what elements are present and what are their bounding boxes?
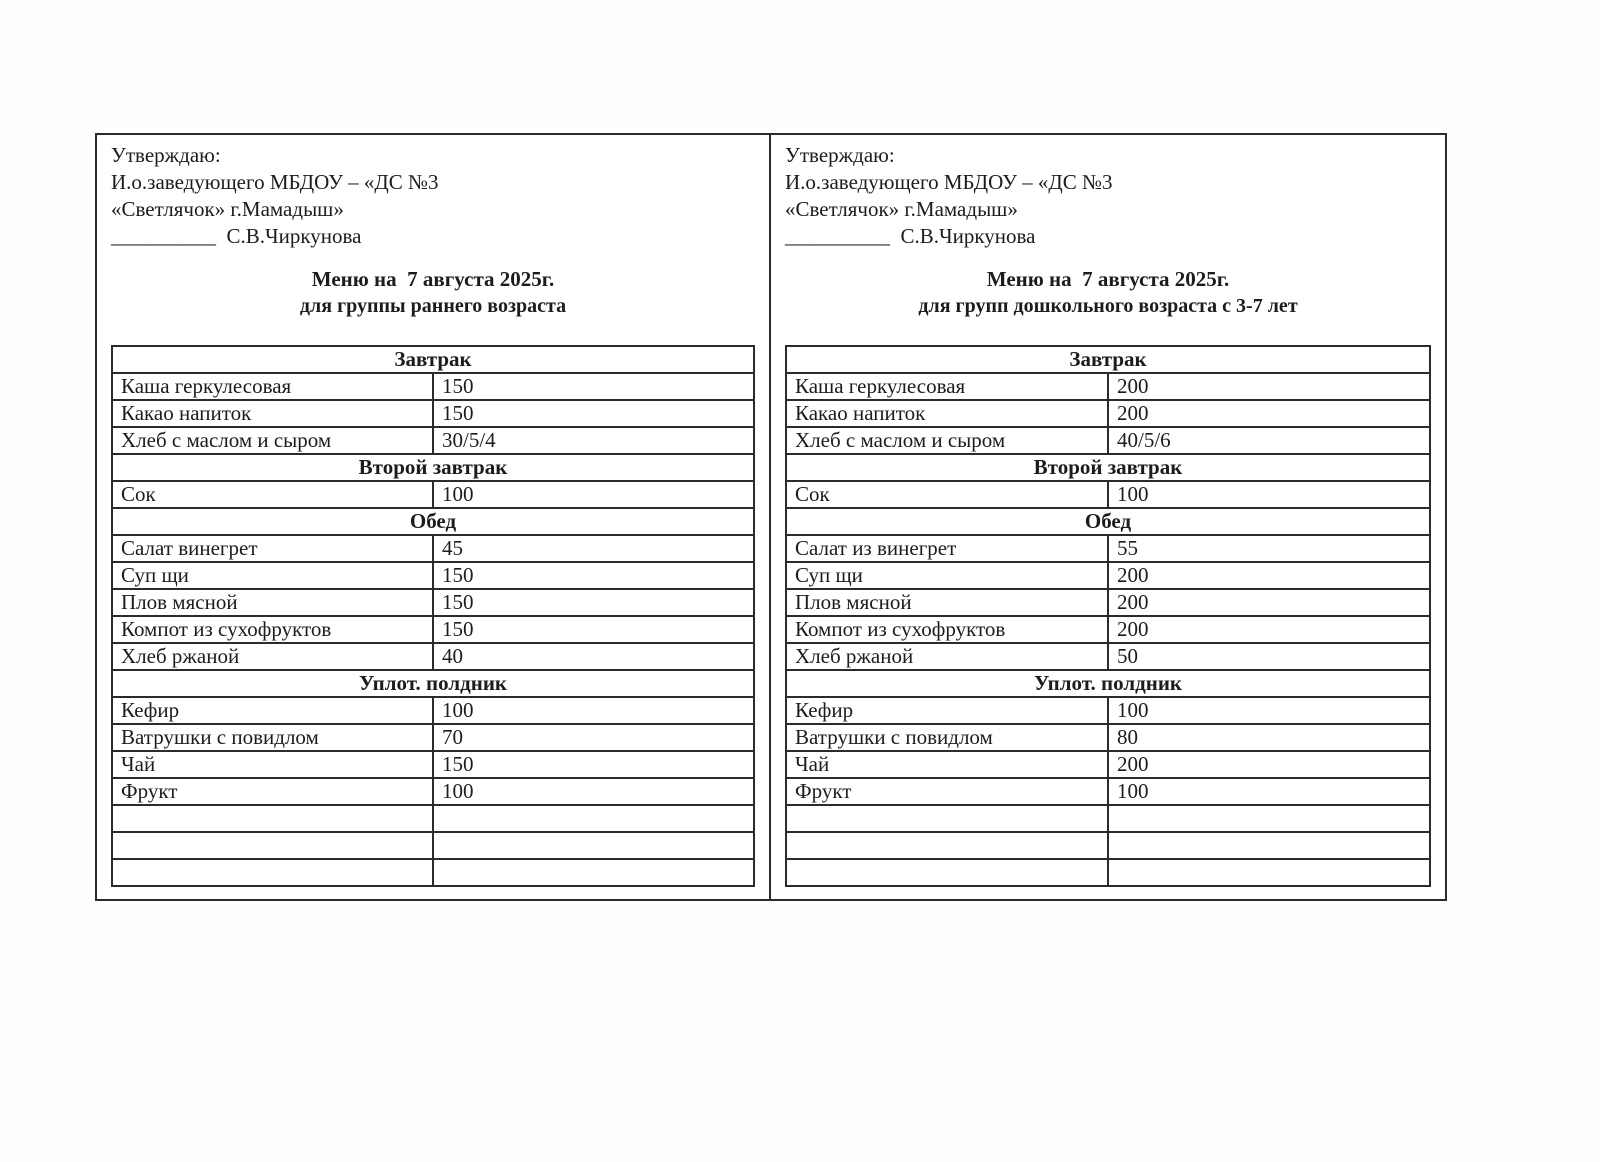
dish-qty: [433, 832, 754, 859]
dish-qty: 200: [1108, 589, 1430, 616]
section-label: Второй завтрак: [786, 454, 1430, 481]
menu-row: [786, 643, 1430, 670]
menu-row: [786, 724, 1430, 751]
dish-qty: 200: [1108, 751, 1430, 778]
menu-row: [786, 697, 1430, 724]
dish-qty: 50: [1108, 643, 1430, 670]
section-label: Уплот. полдник: [112, 670, 754, 697]
approval-line: И.о.заведующего МБДОУ – «ДС №3: [111, 170, 439, 194]
section-row: [112, 670, 754, 697]
dish-qty: 200: [1108, 400, 1430, 427]
dish-name: [112, 805, 433, 832]
section-row: [786, 454, 1430, 481]
dish-name: Плов мясной: [112, 589, 433, 616]
dish-qty: 150: [433, 589, 754, 616]
menu-panel-early-age: [97, 135, 771, 899]
dish-name: [786, 805, 1108, 832]
signature-line: __________ С.В.Чиркунова: [111, 224, 362, 248]
menu-row: [112, 481, 754, 508]
menu-title: Меню на 7 августа 2025г.: [311, 267, 555, 291]
dish-name: Хлеб ржаной: [786, 643, 1108, 670]
dish-qty: 200: [1108, 373, 1430, 400]
menu-table-early-age: [111, 345, 755, 887]
dish-qty: 150: [433, 616, 754, 643]
menu-row: [112, 373, 754, 400]
dish-name: Каша геркулесовая: [112, 373, 433, 400]
dish-qty: [1108, 832, 1430, 859]
menu-row: [112, 589, 754, 616]
dish-name: Плов мясной: [786, 589, 1108, 616]
section-label: Завтрак: [112, 346, 754, 373]
dish-name: Салат из винегрет: [786, 535, 1108, 562]
menu-row: [786, 400, 1430, 427]
section-label: Завтрак: [786, 346, 1430, 373]
section-row: [786, 346, 1430, 373]
approval-line: Утверждаю:: [111, 143, 221, 167]
dish-qty: 100: [433, 778, 754, 805]
empty-row: [112, 832, 754, 859]
dish-name: Суп щи: [112, 562, 433, 589]
section-row: [786, 670, 1430, 697]
dish-name: [112, 859, 433, 886]
dish-qty: [1108, 805, 1430, 832]
menu-row: [112, 535, 754, 562]
signature-line: __________ С.В.Чиркунова: [785, 224, 1036, 248]
dish-qty: 150: [433, 400, 754, 427]
menu-row: [786, 535, 1430, 562]
dish-qty: 100: [433, 697, 754, 724]
dish-qty: 100: [1108, 481, 1430, 508]
menu-row: [786, 427, 1430, 454]
dish-name: [786, 832, 1108, 859]
dish-name: Чай: [786, 751, 1108, 778]
section-row: [112, 508, 754, 535]
dish-name: Суп щи: [786, 562, 1108, 589]
section-row: [112, 346, 754, 373]
dish-qty: 100: [1108, 697, 1430, 724]
menu-row: [112, 562, 754, 589]
menu-subtitle: для группы раннего возраста: [299, 295, 567, 317]
dish-qty: [433, 805, 754, 832]
section-label: Уплот. полдник: [786, 670, 1430, 697]
menu-row: [112, 778, 754, 805]
dish-name: Сок: [112, 481, 433, 508]
dish-qty: 200: [1108, 562, 1430, 589]
menu-row: [112, 724, 754, 751]
section-row: [786, 508, 1430, 535]
dish-qty: 55: [1108, 535, 1430, 562]
dish-name: Ватрушки с повидлом: [112, 724, 433, 751]
empty-row: [786, 805, 1430, 832]
approval-line: И.о.заведующего МБДОУ – «ДС №3: [785, 170, 1113, 194]
menu-row: [786, 751, 1430, 778]
menu-subtitle: для групп дошкольного возраста с 3-7 лет: [918, 295, 1298, 317]
dish-name: Компот из сухофруктов: [786, 616, 1108, 643]
menu-row: [112, 616, 754, 643]
dish-qty: 100: [1108, 778, 1430, 805]
menu-row: [786, 562, 1430, 589]
menu-sheet: [95, 133, 1447, 901]
dish-name: Кефир: [112, 697, 433, 724]
dish-name: Чай: [112, 751, 433, 778]
dish-qty: 150: [433, 373, 754, 400]
empty-row: [112, 805, 754, 832]
menu-row: [112, 643, 754, 670]
menu-row: [112, 697, 754, 724]
menu-table-preschool: [785, 345, 1431, 887]
menu-row: [786, 481, 1430, 508]
menu-row: [112, 427, 754, 454]
dish-qty: 80: [1108, 724, 1430, 751]
empty-row: [112, 859, 754, 886]
approval-line: «Светлячок» г.Мамадыш»: [785, 197, 1018, 221]
menu-row: [786, 778, 1430, 805]
dish-qty: 70: [433, 724, 754, 751]
menu-panel-preschool: [771, 135, 1445, 899]
dish-name: Фрукт: [786, 778, 1108, 805]
menu-row: [112, 751, 754, 778]
section-row: [112, 454, 754, 481]
dish-name: [112, 832, 433, 859]
approval-line: Утверждаю:: [785, 143, 895, 167]
section-label: Обед: [786, 508, 1430, 535]
dish-qty: 45: [433, 535, 754, 562]
dish-qty: 150: [433, 751, 754, 778]
dish-name: Салат винегрет: [112, 535, 433, 562]
dish-name: Какао напиток: [112, 400, 433, 427]
menu-row: [786, 373, 1430, 400]
dish-qty: 100: [433, 481, 754, 508]
menu-row: [112, 400, 754, 427]
dish-qty: 30/5/4: [433, 427, 754, 454]
dish-qty: 150: [433, 562, 754, 589]
empty-row: [786, 832, 1430, 859]
dish-name: Хлеб ржаной: [112, 643, 433, 670]
menu-title: Меню на 7 августа 2025г.: [986, 267, 1230, 291]
dish-qty: [1108, 859, 1430, 886]
dish-qty: [433, 859, 754, 886]
dish-name: Компот из сухофруктов: [112, 616, 433, 643]
dish-name: Кефир: [786, 697, 1108, 724]
dish-name: Какао напиток: [786, 400, 1108, 427]
dish-qty: 200: [1108, 616, 1430, 643]
dish-name: Хлеб с маслом и сыром: [112, 427, 433, 454]
menu-row: [786, 616, 1430, 643]
section-label: Обед: [112, 508, 754, 535]
dish-name: Каша геркулесовая: [786, 373, 1108, 400]
dish-name: Сок: [786, 481, 1108, 508]
dish-name: [786, 859, 1108, 886]
approval-line: «Светлячок» г.Мамадыш»: [111, 197, 344, 221]
menu-row: [786, 589, 1430, 616]
section-label: Второй завтрак: [112, 454, 754, 481]
dish-qty: 40/5/6: [1108, 427, 1430, 454]
dish-name: Хлеб с маслом и сыром: [786, 427, 1108, 454]
dish-qty: 40: [433, 643, 754, 670]
dish-name: Ватрушки с повидлом: [786, 724, 1108, 751]
empty-row: [786, 859, 1430, 886]
dish-name: Фрукт: [112, 778, 433, 805]
